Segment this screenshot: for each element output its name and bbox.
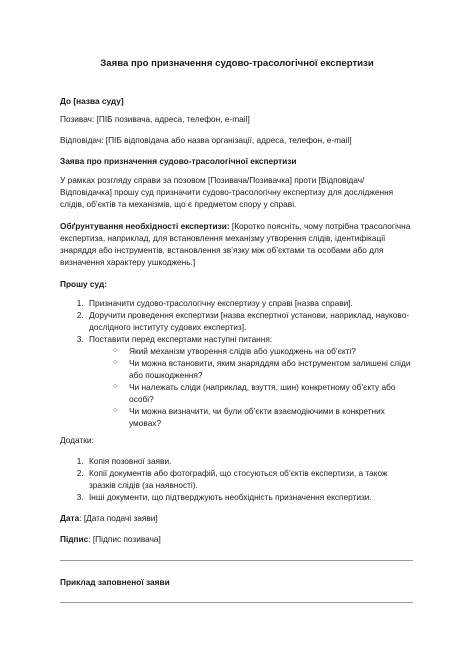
request-item: 3. Поставити перед експертами наступні питання: ○ Який механізм утворення слідів або ушкоджень на об’єкті? ○ Чи можна встановити, яким знаряддям або інструментом залишені сліди або пошкодження? ○ Чи належать сліди (наприклад, взуття, шин) конкретному об’єкту або особі? ○ Чи можна визначити, чи були об’єкти взаємодіючими в конкретних умовах?	[86, 333, 414, 429]
defendant-line: Відповідач: [ПІБ відповідача або назва організації, адреса, телефон, e-mail]	[60, 135, 352, 145]
question-item: ○ Чи належать сліди (наприклад, взуття, шин) конкретному об’єкту або особі?	[113, 381, 414, 405]
attachments-heading: Додатки:	[60, 435, 94, 445]
question-item: ○ Який механізм утворення слідів або ушкоджень на об’єкті?	[113, 345, 414, 357]
attachment-item: 3. Інші документи, що підтверджують необхідність призначення експертизи.	[86, 491, 414, 503]
attachments-list	[60, 455, 414, 503]
attachment-item: 1. Копія позовної заяви.	[86, 455, 414, 467]
attachment-item: 2. Копії документів або фотографій, що стосуються об’єктів експертизи, а також зразків слідів (за наявності).	[86, 467, 414, 491]
court-line: До [назва суду]	[60, 96, 124, 106]
request-item: 2. Доручити проведення експертизи [назва експертної установи, наприклад, науково-дослідного інституту судових експертиз].	[86, 309, 414, 333]
document-title: Заява про призначення судово-трасологічної експертизи	[100, 58, 374, 69]
justification-text: [Коротко поясніть, чому потрібна трасологічна експертиза, наприклад, для встановлення механізму утворення слідів, ідентифікації знаряддя або інструментів, встановлення зв’язку між об’єктами та особами або для визначення характеру ушкоджень.]	[60, 221, 411, 267]
question-item: ○ Чи можна встановити, яким знаряддям або інструментом залишені сліди або пошкодження?	[113, 357, 414, 381]
plaintiff-line: Позивач: [ПІБ позивача, адреса, телефон, e-mail]	[60, 114, 250, 124]
date-label: Дата	[60, 513, 80, 523]
request-list	[60, 297, 414, 429]
justification-label: Обґрунтування необхідності експертизи:	[60, 221, 230, 231]
section-heading: Заява про призначення судово-трасологічної експертизи	[60, 156, 297, 166]
signature-value: : [Підпис позивача]	[88, 534, 161, 544]
date-value: : [Дата подачі заяви]	[79, 513, 158, 523]
signature-label: Підпис	[60, 534, 89, 544]
question-list	[89, 345, 414, 429]
example-heading: Приклад заповненої заяви	[60, 577, 170, 587]
signature-line	[60, 533, 414, 545]
divider	[60, 602, 413, 603]
intro-paragraph: У рамках розгляду справи за позовом [Позивача/Позивачка] проти [Відповідач/Відповідачка] прошу суд призначити судово-трасологічну експертизу для дослідження слідів, об’єктів та механізмів, що є предметом спору у справі.	[60, 175, 394, 209]
request-item: 1. Призначити судово-трасологічну експертизу у справі [назва справи].	[86, 297, 414, 309]
question-item: ○ Чи можна визначити, чи були об’єкти взаємодіючими в конкретних умовах?	[113, 405, 414, 429]
request-heading: Прошу суд:	[60, 279, 107, 289]
date-line	[60, 512, 414, 524]
divider	[60, 560, 413, 561]
justification-paragraph	[60, 220, 414, 268]
